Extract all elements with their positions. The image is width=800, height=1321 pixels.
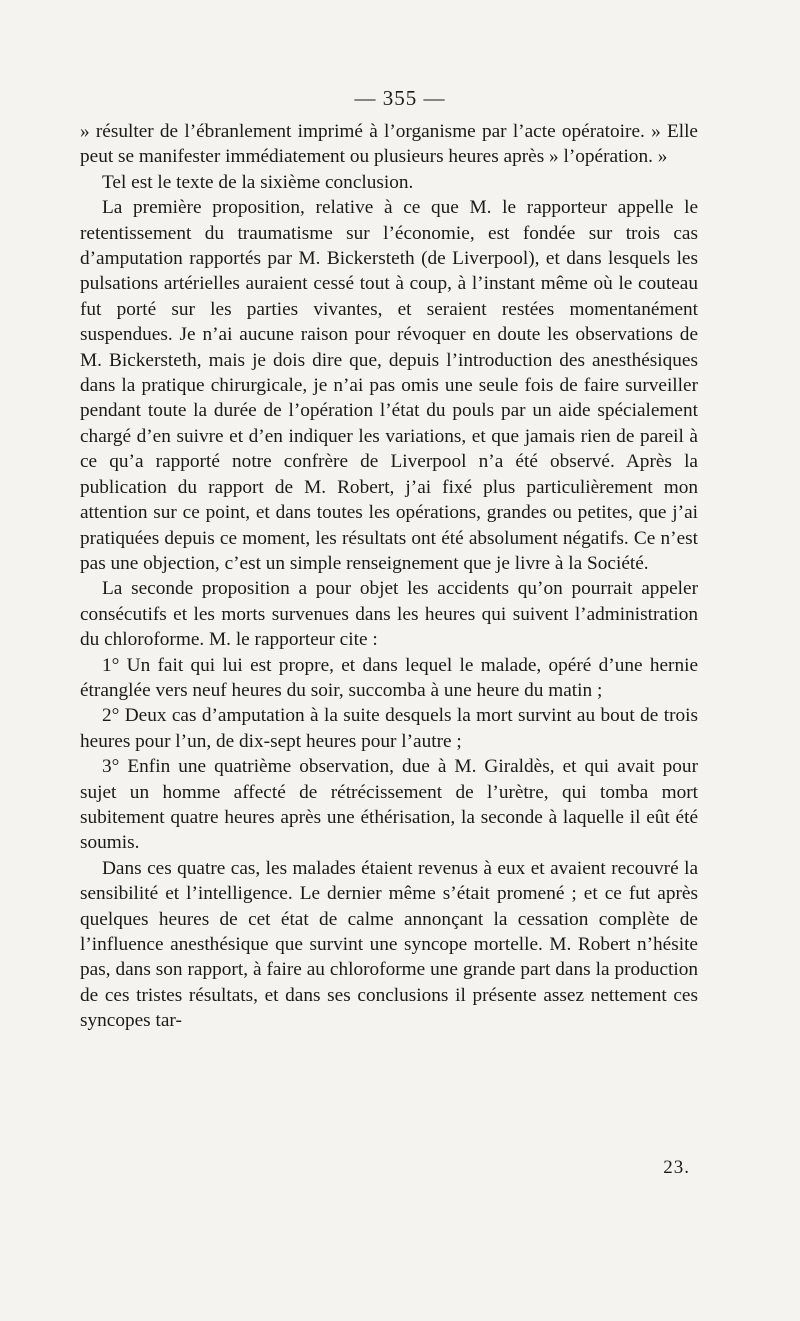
list-item-3: 3° Enfin une quatrième observation, due à M. Giraldès, et qui avait pour sujet un homme affecté de rétrécissement de l’urètre, qui tomba mort subitement quatre heures après une éthérisation, la seconde à laquelle il eût été soumis. — [80, 756, 698, 854]
paragraph-first-proposition: La première proposition, relative à ce que M. le rapporteur appelle le retentissement du traumatisme sur l’économie, est fondée sur trois cas d’amputation rapportés par M. Bickersteth (de Liverpool), et dans lesquels les pulsations artérielles auraient cessé tout à coup, à l’instant même où le couteau fut porté sur les parties vivantes, et seraient restées momentanément suspendues. Je n’ai aucune raison pour révoquer en doute les observations de M. Bickersteth, mais je dois dire que, depuis l’introduction des anesthésiques dans la pratique chirurgicale, je n’ai pas omis une seule fois de faire surveiller pendant toute la durée de l’opération l’état du pouls par un aide spécialement chargé d’en suivre et d’en indiquer les variations, et que jamais rien de pareil à ce qu’a rapporté notre confrère de Liverpool n’a été observé. Après la publication du rapport de M. Robert, j’ai fixé plus particulièrement mon attention sur ce point, et dans toutes les opérations, grandes ou petites, que j’ai pratiquées depuis ce moment, les résultats ont été absolument négatifs. Ce n’est pas une objection, c’est un simple renseignement que je livre à la Société. — [80, 197, 698, 574]
paragraph-second-proposition: La seconde proposition a pour objet les accidents qu’on pourrait appeler consécutifs et les morts survenues dans les heures qui suivent l’administration du chloroforme. M. le rapporteur cite : — [80, 578, 698, 651]
paragraph-four-cases: Dans ces quatre cas, les malades étaient revenus à eux et avaient recouvré la sensibilité et l’intelligence. Le dernier même s’était promené ; et ce fut après quelques heures de cet état de calme annonçant la cessation complète de l’influence anesthésique que survint une syncope mortelle. M. Robert n’hésite pas, dans son rapport, à faire au chloroforme une grande part dans la production de ces tristes résultats, et dans ses conclusions il présente assez nettement ces syncopes tar- — [80, 857, 698, 1032]
list-item-1: 1° Un fait qui lui est propre, et dans lequel le malade, opéré d’une hernie étranglée vers neuf heures du soir, succomba à une heure du matin ; — [80, 654, 698, 701]
paragraph-quote: » résulter de l’ébranlement imprimé à l’organisme par l’acte opératoire. » Elle peut se manifester immédiatement ou plusieurs heures après » l’opération. » — [80, 121, 698, 168]
list-item-2: 2° Deux cas d’amputation à la suite desquels la mort survint au bout de trois heures pour l’un, de dix-sept heures pour l’autre ; — [80, 705, 698, 752]
signature-mark: 23. — [663, 1157, 690, 1178]
page-number: — 355 — — [354, 86, 446, 110]
body-text — [80, 119, 698, 1034]
paragraph-sixth-conclusion: Tel est le texte de la sixième conclusion. — [102, 171, 414, 193]
